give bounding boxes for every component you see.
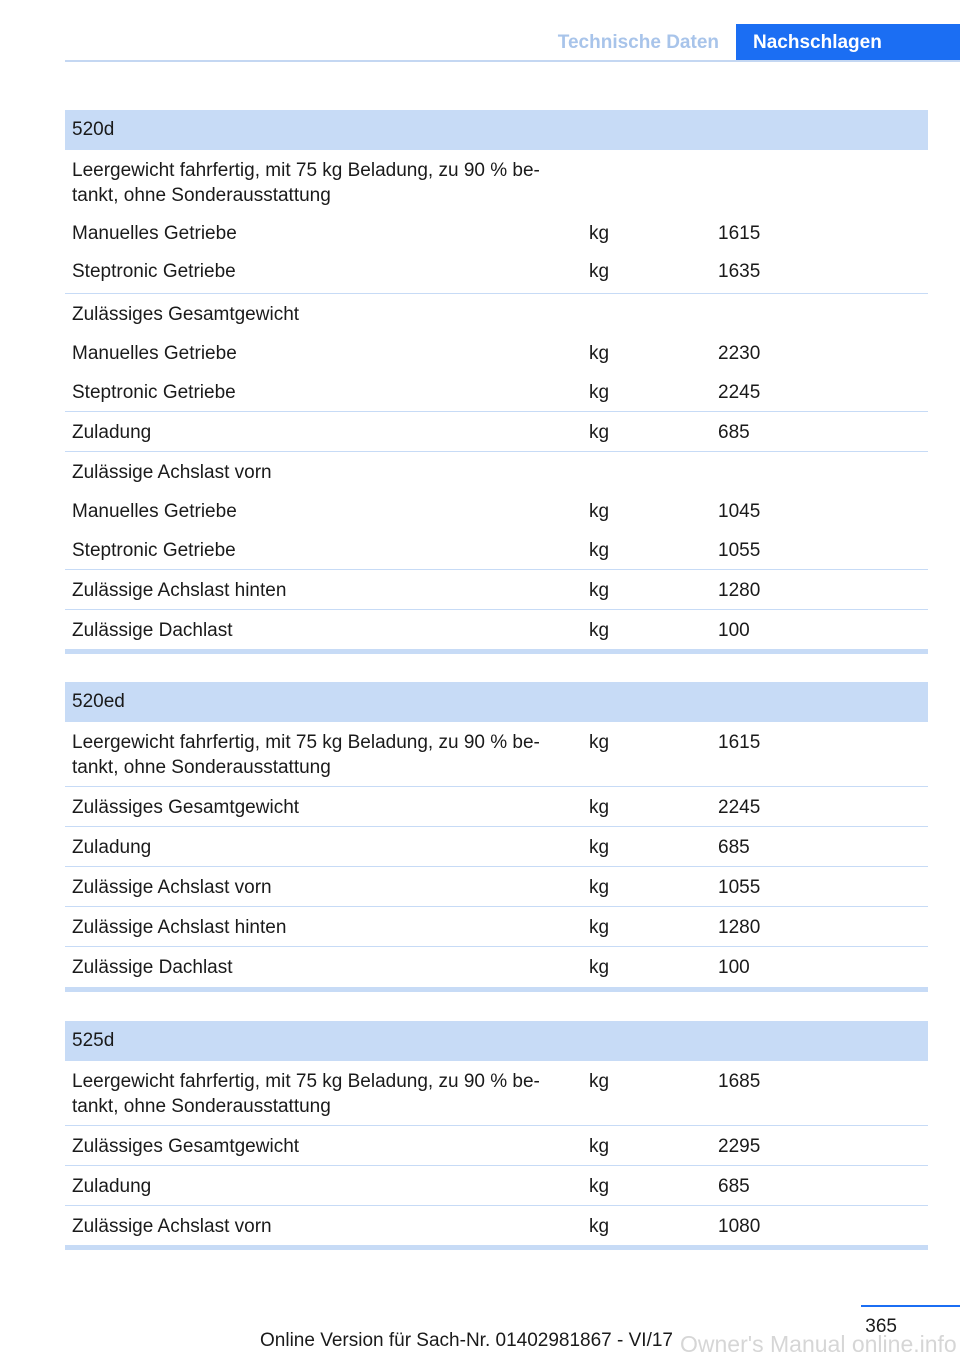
row-unit: kg: [589, 837, 610, 858]
table-row: [65, 867, 928, 907]
row-label: Zuladung: [72, 1176, 152, 1197]
page-header: [65, 24, 960, 62]
table-row: [65, 722, 928, 787]
row-unit: kg: [589, 1216, 610, 1237]
row-unit: kg: [589, 732, 610, 753]
table-row: [65, 333, 928, 372]
row-unit: kg: [589, 957, 610, 978]
page-number-rule: [861, 1305, 960, 1307]
row-value: 2230: [718, 343, 761, 364]
table-row: [65, 570, 928, 610]
row-label: Zuladung: [72, 422, 152, 443]
row-label: Zuladung: [72, 837, 152, 858]
row-value: 1685: [718, 1071, 761, 1092]
row-label: Zulässige Achslast vorn: [72, 462, 272, 483]
table-row: [65, 212, 928, 251]
section-tab: Technische Daten: [557, 32, 719, 53]
table-title: 520d: [65, 110, 928, 150]
row-label: Manuelles Getriebe: [72, 343, 237, 364]
row-value: 2295: [718, 1136, 761, 1157]
page-number: 365: [865, 1316, 897, 1337]
table-bottom-rule: [65, 649, 928, 654]
row-unit: [582, 158, 712, 212]
table-row: [65, 412, 928, 452]
table-row: [65, 1061, 928, 1126]
watermark: Owner's Manual online.info: [680, 1331, 957, 1357]
row-unit: kg: [589, 580, 610, 601]
row-unit: kg: [589, 422, 610, 443]
row-value: [712, 158, 928, 212]
spec-table-520ed: [65, 682, 928, 992]
table-row: [65, 491, 928, 530]
row-value: 1055: [718, 877, 761, 898]
row-unit: kg: [589, 501, 610, 522]
row-label: Manuelles Getriebe: [72, 501, 237, 522]
row-value: 1280: [718, 580, 761, 601]
row-value: 685: [718, 422, 750, 443]
table-row: [65, 530, 928, 570]
row-unit: kg: [589, 877, 610, 898]
row-unit: kg: [589, 382, 610, 403]
row-value: 2245: [718, 797, 761, 818]
row-label: Zulässiges Gesamtgewicht: [72, 1136, 300, 1157]
row-unit: [582, 460, 712, 491]
table-row: [65, 1206, 928, 1245]
row-label: Steptronic Getriebe: [72, 382, 236, 403]
row-value: 2245: [718, 382, 761, 403]
table-row: [65, 1166, 928, 1206]
row-label: Zulässige Achslast hinten: [72, 917, 287, 938]
row-value: 685: [718, 837, 750, 858]
row-unit: kg: [589, 261, 610, 282]
table-row: [65, 907, 928, 947]
row-label: Manuelles Getriebe: [72, 223, 237, 244]
row-label: Zulässige Achslast vorn: [72, 877, 272, 898]
row-label: Steptronic Getriebe: [72, 540, 236, 561]
table-row: [65, 947, 928, 987]
row-label: Leergewicht fahrfertig, mit 75 kg Beladung, zu 90 % be- tankt, ohne Sonderausstattung: [72, 732, 540, 778]
row-value: 1615: [718, 732, 761, 753]
row-value: 1280: [718, 917, 761, 938]
row-unit: kg: [589, 343, 610, 364]
row-label: Zulässiges Gesamtgewicht: [72, 797, 300, 818]
chapter-tab: Nachschlagen: [736, 24, 960, 62]
row-unit: kg: [589, 223, 610, 244]
header-rule: [65, 60, 960, 62]
table-row: [65, 251, 928, 294]
row-unit: kg: [589, 797, 610, 818]
row-label: Zulässiges Gesamtgewicht: [72, 304, 300, 325]
row-label: Zulässige Achslast vorn: [72, 1216, 272, 1237]
table-row: [65, 1126, 928, 1166]
row-unit: kg: [589, 540, 610, 561]
table-title: 525d: [65, 1021, 928, 1061]
table-title: 520ed: [65, 682, 928, 722]
table-row: [65, 827, 928, 867]
row-value: [712, 460, 928, 491]
spec-table-525d: [65, 1021, 928, 1250]
row-label: Zulässige Dachlast: [72, 620, 233, 641]
table-row: [65, 452, 928, 491]
table-bottom-rule: [65, 987, 928, 992]
table-bottom-rule: [65, 1245, 928, 1250]
row-unit: kg: [589, 1071, 610, 1092]
row-unit: kg: [589, 1176, 610, 1197]
row-unit: [582, 302, 712, 333]
row-unit: kg: [589, 620, 610, 641]
row-value: 100: [718, 620, 750, 641]
row-label: Zulässige Achslast hinten: [72, 580, 287, 601]
row-value: 1045: [718, 501, 761, 522]
spec-table-520d: [65, 110, 928, 654]
row-value: [712, 302, 928, 333]
row-label: Leergewicht fahrfertig, mit 75 kg Beladung, zu 90 % be- tankt, ohne Sonderausstattung: [72, 160, 540, 206]
row-unit: kg: [589, 1136, 610, 1157]
row-label: Steptronic Getriebe: [72, 261, 236, 282]
row-label: Leergewicht fahrfertig, mit 75 kg Beladung, zu 90 % be- tankt, ohne Sonderausstattung: [72, 1071, 540, 1117]
table-row: [65, 294, 928, 333]
table-row: [65, 150, 928, 212]
row-label: Zulässige Dachlast: [72, 957, 233, 978]
row-value: 1055: [718, 540, 761, 561]
table-row: [65, 372, 928, 412]
row-value: 685: [718, 1176, 750, 1197]
table-row: [65, 787, 928, 827]
row-value: 100: [718, 957, 750, 978]
row-value: 1615: [718, 223, 761, 244]
row-value: 1080: [718, 1216, 761, 1237]
row-unit: kg: [589, 917, 610, 938]
row-value: 1635: [718, 261, 761, 282]
table-row: [65, 610, 928, 649]
online-version-note: Online Version für Sach-Nr. 01402981867 - VI/17: [260, 1330, 673, 1351]
